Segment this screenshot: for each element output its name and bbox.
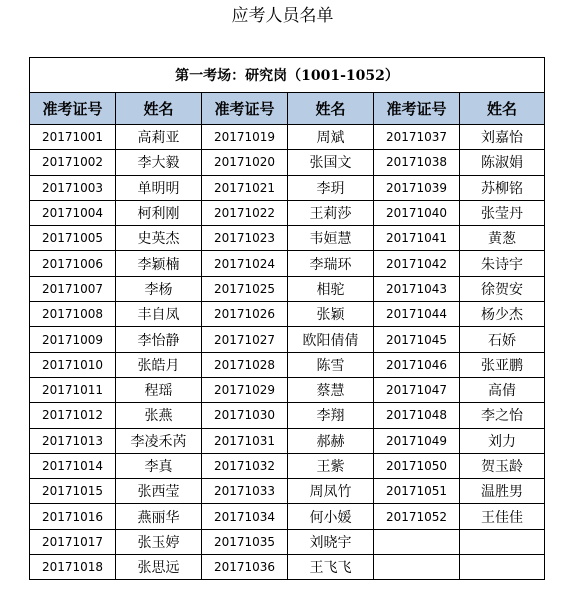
table-row bbox=[30, 125, 545, 150]
candidate-name-cell: 程瑶 bbox=[116, 377, 202, 402]
candidate-name-cell: 贺玉龄 bbox=[460, 453, 545, 478]
table-row bbox=[30, 200, 545, 225]
exam-id-cell: 20171003 bbox=[30, 175, 116, 200]
table-row bbox=[30, 453, 545, 478]
table-row bbox=[30, 377, 545, 402]
exam-id-cell: 20171018 bbox=[30, 555, 116, 580]
candidate-name-cell: 王莉莎 bbox=[288, 200, 374, 225]
table-row bbox=[30, 428, 545, 453]
candidate-name-cell: 李颖楠 bbox=[116, 251, 202, 276]
candidate-name-cell: 张思远 bbox=[116, 555, 202, 580]
exam-id-cell: 20171017 bbox=[30, 529, 116, 554]
candidate-name-cell: 丰自凤 bbox=[116, 302, 202, 327]
candidate-name-cell: 石娇 bbox=[460, 327, 545, 352]
candidate-name-cell: 张颖 bbox=[288, 302, 374, 327]
exam-id-cell: 20171012 bbox=[30, 403, 116, 428]
candidate-name-cell: 陈淑娟 bbox=[460, 150, 545, 175]
exam-id-cell: 20171035 bbox=[202, 529, 288, 554]
exam-id-cell: 20171039 bbox=[374, 175, 460, 200]
exam-id-cell: 20171051 bbox=[374, 479, 460, 504]
exam-id-cell: 20171047 bbox=[374, 377, 460, 402]
candidate-name-cell: 燕丽华 bbox=[116, 504, 202, 529]
candidate-name-cell: 高莉亚 bbox=[116, 125, 202, 150]
header-name: 姓名 bbox=[288, 93, 374, 125]
exam-id-cell: 20171015 bbox=[30, 479, 116, 504]
exam-id-cell bbox=[374, 555, 460, 580]
exam-id-cell: 20171024 bbox=[202, 251, 288, 276]
table-row bbox=[30, 226, 545, 251]
candidate-name-cell: 刘晓宇 bbox=[288, 529, 374, 554]
exam-id-cell: 20171014 bbox=[30, 453, 116, 478]
candidate-name-cell: 徐贺安 bbox=[460, 276, 545, 301]
candidate-name-cell: 刘力 bbox=[460, 428, 545, 453]
exam-id-cell: 20171016 bbox=[30, 504, 116, 529]
candidate-name-cell: 黄葱 bbox=[460, 226, 545, 251]
exam-id-cell: 20171040 bbox=[374, 200, 460, 225]
exam-id-cell: 20171052 bbox=[374, 504, 460, 529]
table-row bbox=[30, 150, 545, 175]
exam-id-cell: 20171020 bbox=[202, 150, 288, 175]
table-row bbox=[30, 504, 545, 529]
candidate-name-cell: 张西莹 bbox=[116, 479, 202, 504]
header-name: 姓名 bbox=[460, 93, 545, 125]
candidate-name-cell: 王紫 bbox=[288, 453, 374, 478]
table-row bbox=[30, 175, 545, 200]
exam-id-cell: 20171027 bbox=[202, 327, 288, 352]
candidate-name-cell: 张玉婷 bbox=[116, 529, 202, 554]
exam-id-cell: 20171049 bbox=[374, 428, 460, 453]
exam-id-cell: 20171008 bbox=[30, 302, 116, 327]
exam-id-cell: 20171041 bbox=[374, 226, 460, 251]
table-row bbox=[30, 529, 545, 554]
candidate-name-cell: 李瑞环 bbox=[288, 251, 374, 276]
candidate-name-cell: 郝赫 bbox=[288, 428, 374, 453]
candidate-name-cell: 张亚鹏 bbox=[460, 352, 545, 377]
exam-id-cell: 20171038 bbox=[374, 150, 460, 175]
candidate-name-cell: 刘嘉怡 bbox=[460, 125, 545, 150]
candidate-name-cell: 李翔 bbox=[288, 403, 374, 428]
header-exam-id: 准考证号 bbox=[374, 93, 460, 125]
exam-id-cell: 20171030 bbox=[202, 403, 288, 428]
candidate-name-cell: 陈雪 bbox=[288, 352, 374, 377]
exam-id-cell: 20171032 bbox=[202, 453, 288, 478]
exam-id-cell: 20171001 bbox=[30, 125, 116, 150]
header-name: 姓名 bbox=[116, 93, 202, 125]
candidate-name-cell: 周斌 bbox=[288, 125, 374, 150]
candidate-name-cell: 苏柳铭 bbox=[460, 175, 545, 200]
candidate-name-cell: 李大毅 bbox=[116, 150, 202, 175]
table-row bbox=[30, 276, 545, 301]
exam-id-cell: 20171009 bbox=[30, 327, 116, 352]
candidate-name-cell: 相驼 bbox=[288, 276, 374, 301]
candidate-name-cell: 柯利刚 bbox=[116, 200, 202, 225]
candidate-name-cell: 李杨 bbox=[116, 276, 202, 301]
candidate-name-cell: 李凌禾芮 bbox=[116, 428, 202, 453]
header-exam-id: 准考证号 bbox=[30, 93, 116, 125]
candidate-name-cell: 蔡慧 bbox=[288, 377, 374, 402]
exam-id-cell: 20171050 bbox=[374, 453, 460, 478]
table-row bbox=[30, 302, 545, 327]
candidate-name-cell: 张莹丹 bbox=[460, 200, 545, 225]
table-row bbox=[30, 327, 545, 352]
exam-id-cell: 20171025 bbox=[202, 276, 288, 301]
candidate-name-cell: 王飞飞 bbox=[288, 555, 374, 580]
page-title: 应考人员名单 bbox=[231, 6, 334, 26]
exam-id-cell: 20171034 bbox=[202, 504, 288, 529]
table-header-row bbox=[30, 93, 545, 125]
exam-id-cell: 20171023 bbox=[202, 226, 288, 251]
exam-id-cell: 20171010 bbox=[30, 352, 116, 377]
exam-id-cell: 20171002 bbox=[30, 150, 116, 175]
table-caption-row bbox=[30, 58, 545, 93]
candidate-name-cell bbox=[460, 529, 545, 554]
candidate-name-cell: 高倩 bbox=[460, 377, 545, 402]
exam-id-cell: 20171029 bbox=[202, 377, 288, 402]
candidate-name-cell: 欧阳倩倩 bbox=[288, 327, 374, 352]
candidate-name-cell: 史英杰 bbox=[116, 226, 202, 251]
candidate-name-cell: 李之怡 bbox=[460, 403, 545, 428]
candidate-name-cell: 张燕 bbox=[116, 403, 202, 428]
table-caption: 第一考场：研究岗（1001-1052） bbox=[30, 58, 545, 93]
exam-id-cell: 20171033 bbox=[202, 479, 288, 504]
table-row bbox=[30, 479, 545, 504]
exam-id-cell: 20171048 bbox=[374, 403, 460, 428]
table-row bbox=[30, 555, 545, 580]
exam-id-cell: 20171031 bbox=[202, 428, 288, 453]
exam-id-cell bbox=[374, 529, 460, 554]
exam-id-cell: 20171037 bbox=[374, 125, 460, 150]
exam-id-cell: 20171042 bbox=[374, 251, 460, 276]
candidate-name-cell: 李玥 bbox=[288, 175, 374, 200]
candidate-name-cell bbox=[460, 555, 545, 580]
exam-id-cell: 20171022 bbox=[202, 200, 288, 225]
candidate-name-cell: 王佳佳 bbox=[460, 504, 545, 529]
exam-id-cell: 20171045 bbox=[374, 327, 460, 352]
exam-id-cell: 20171013 bbox=[30, 428, 116, 453]
table-body bbox=[30, 125, 545, 580]
exam-id-cell: 20171044 bbox=[374, 302, 460, 327]
candidate-name-cell: 何小媛 bbox=[288, 504, 374, 529]
header-exam-id: 准考证号 bbox=[202, 93, 288, 125]
exam-id-cell: 20171046 bbox=[374, 352, 460, 377]
candidate-name-cell: 朱诗宇 bbox=[460, 251, 545, 276]
exam-id-cell: 20171021 bbox=[202, 175, 288, 200]
candidate-name-cell: 张皓月 bbox=[116, 352, 202, 377]
exam-id-cell: 20171026 bbox=[202, 302, 288, 327]
exam-id-cell: 20171019 bbox=[202, 125, 288, 150]
exam-id-cell: 20171036 bbox=[202, 555, 288, 580]
exam-id-cell: 20171005 bbox=[30, 226, 116, 251]
candidate-name-cell: 杨少杰 bbox=[460, 302, 545, 327]
exam-roster-table bbox=[29, 57, 545, 580]
candidate-name-cell: 温胜男 bbox=[460, 479, 545, 504]
candidate-name-cell: 单明明 bbox=[116, 175, 202, 200]
table-row bbox=[30, 251, 545, 276]
candidate-name-cell: 韦姮慧 bbox=[288, 226, 374, 251]
candidate-name-cell: 李真 bbox=[116, 453, 202, 478]
table-row bbox=[30, 403, 545, 428]
exam-id-cell: 20171007 bbox=[30, 276, 116, 301]
exam-id-cell: 20171006 bbox=[30, 251, 116, 276]
candidate-name-cell: 李怡静 bbox=[116, 327, 202, 352]
exam-id-cell: 20171011 bbox=[30, 377, 116, 402]
exam-id-cell: 20171043 bbox=[374, 276, 460, 301]
candidate-name-cell: 周凤竹 bbox=[288, 479, 374, 504]
candidate-name-cell: 张国文 bbox=[288, 150, 374, 175]
exam-id-cell: 20171028 bbox=[202, 352, 288, 377]
exam-id-cell: 20171004 bbox=[30, 200, 116, 225]
table-row bbox=[30, 352, 545, 377]
